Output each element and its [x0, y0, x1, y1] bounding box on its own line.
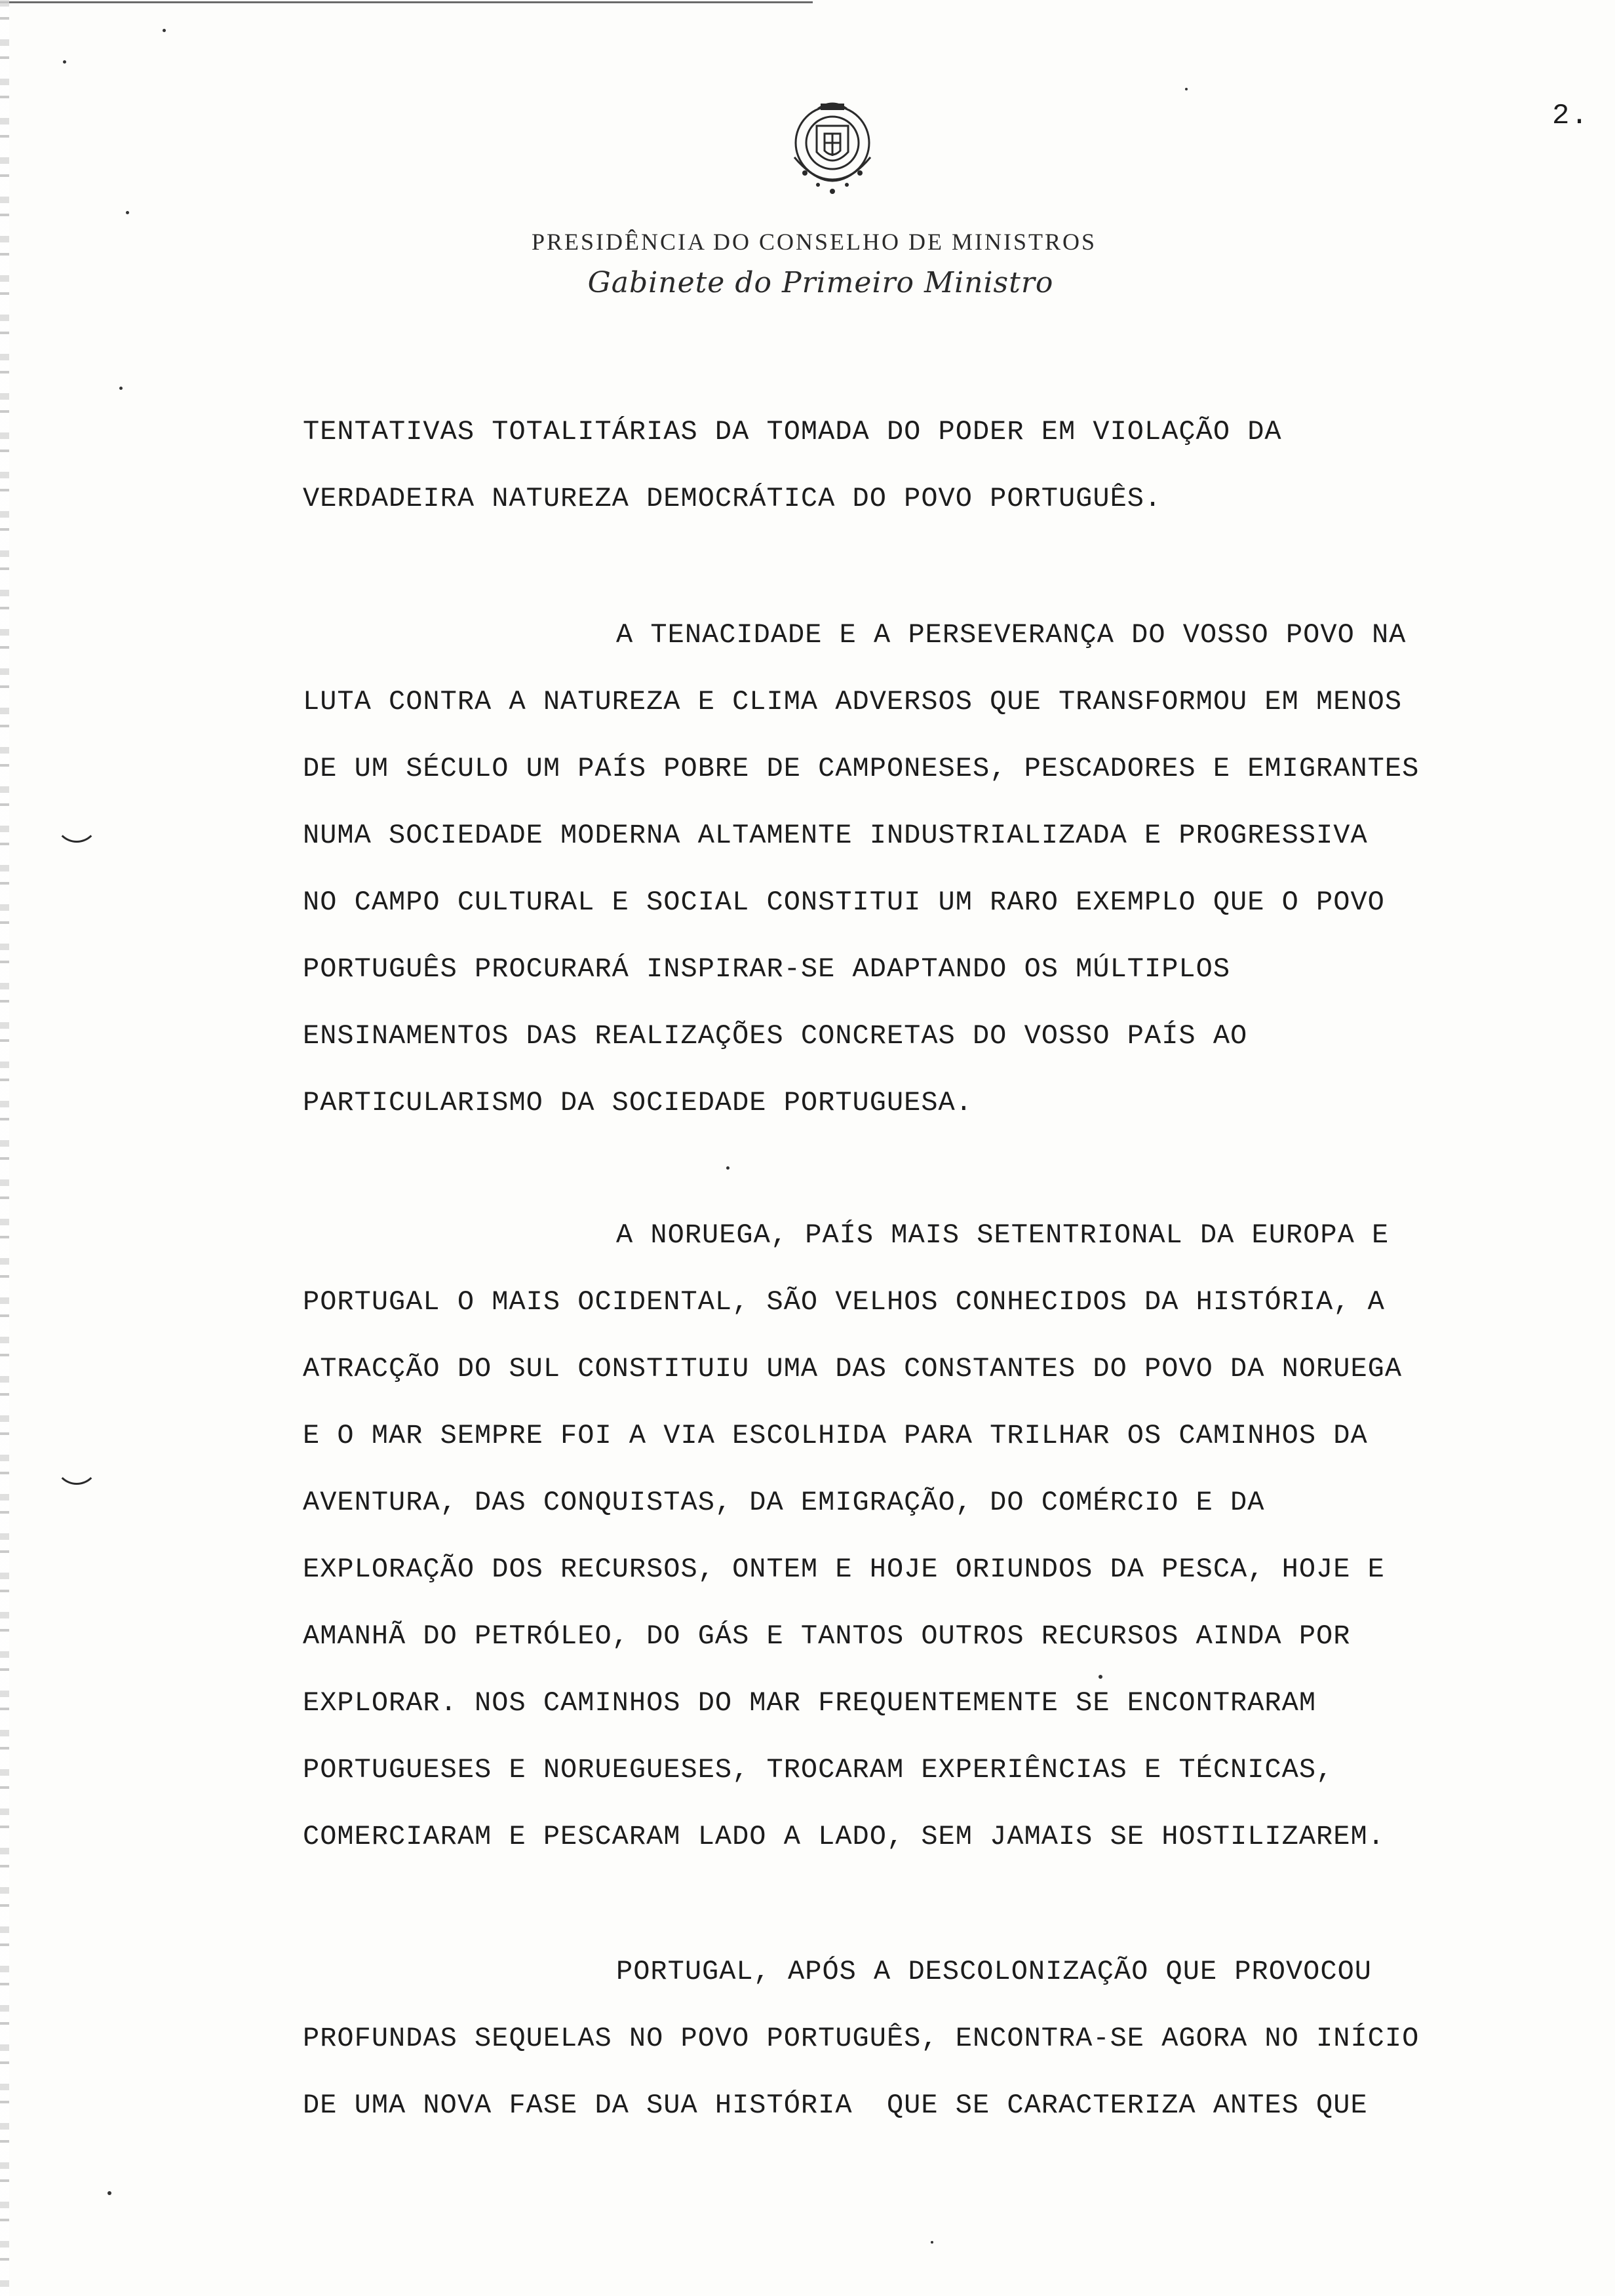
punch-hole-mark: [55, 799, 98, 843]
header-title: PRESIDÊNCIA DO CONSELHO DE MINISTROS: [531, 229, 1097, 255]
scan-speck: [931, 2241, 933, 2244]
text-line: PARTICULARISMO DA SOCIEDADE PORTUGUESA.: [303, 1087, 973, 1119]
text-line: A NORUEGA, PAÍS MAIS SETENTRIONAL DA EUROPA E: [616, 1219, 1390, 1251]
top-scan-rule: [0, 1, 813, 3]
text-line: PORTUGUESES E NORUEGUESES, TROCARAM EXPERIÊNCIAS E TÉCNICAS,: [303, 1754, 1334, 1786]
text-line: NUMA SOCIEDADE MODERNA ALTAMENTE INDUSTRIALIZADA E PROGRESSIVA: [303, 820, 1368, 851]
punch-hole-mark: [55, 1442, 98, 1485]
text-line: AMANHÃ DO PETRÓLEO, DO GÁS E TANTOS OUTROS RECURSOS AINDA POR: [303, 1620, 1351, 1652]
text-line: PORTUGAL, APÓS A DESCOLONIZAÇÃO QUE PROVOCOU: [616, 1956, 1372, 1987]
scan-speck: [726, 1166, 730, 1170]
scan-speck: [119, 387, 123, 390]
scan-speck: [1099, 1675, 1102, 1679]
text-line: PORTUGAL O MAIS OCIDENTAL, SÃO VELHOS CONHECIDOS DA HISTÓRIA, A: [303, 1286, 1385, 1318]
text-line: EXPLORAÇÃO DOS RECURSOS, ONTEM E HOJE ORIUNDOS DA PESCA, HOJE E: [303, 1554, 1385, 1585]
page-number: 2.: [1552, 100, 1589, 132]
text-line: DE UMA NOVA FASE DA SUA HISTÓRIA QUE SE CARACTERIZA ANTES QUE: [303, 2090, 1368, 2121]
scan-speck: [163, 29, 166, 32]
text-line: COMERCIARAM E PESCARAM LADO A LADO, SEM JAMAIS SE HOSTILIZAREM.: [303, 1821, 1385, 1852]
text-line: EXPLORAR. NOS CAMINHOS DO MAR FREQUENTEMENTE SE ENCONTRARAM: [303, 1687, 1317, 1719]
scan-speck: [1185, 88, 1188, 90]
text-line: A TENACIDADE E A PERSEVERANÇA DO VOSSO POVO NA: [616, 619, 1407, 651]
text-line: NO CAMPO CULTURAL E SOCIAL CONSTITUI UM RARO EXEMPLO QUE O POVO: [303, 887, 1385, 918]
text-line: TENTATIVAS TOTALITÁRIAS DA TOMADA DO PODER EM VIOLAÇÃO DA: [303, 416, 1282, 448]
text-line: AVENTURA, DAS CONQUISTAS, DA EMIGRAÇÃO, DO COMÉRCIO E DA: [303, 1487, 1265, 1518]
text-line: PORTUGUÊS PROCURARÁ INSPIRAR-SE ADAPTANDO OS MÚLTIPLOS: [303, 953, 1231, 985]
text-line: LUTA CONTRA A NATUREZA E CLIMA ADVERSOS QUE TRANSFORMOU EM MENOS: [303, 686, 1403, 718]
text-line: VERDADEIRA NATUREZA DEMOCRÁTICA DO POVO PORTUGUÊS.: [303, 483, 1162, 514]
header-subtitle: Gabinete do Primeiro Ministro: [587, 266, 1054, 299]
text-line: PROFUNDAS SEQUELAS NO POVO PORTUGUÊS, ENCONTRA-SE AGORA NO INÍCIO: [303, 2023, 1420, 2054]
scan-speck: [107, 2191, 111, 2195]
coat-of-arms-seal: [779, 92, 886, 208]
left-scan-edge: [0, 0, 9, 2296]
text-line: ATRACÇÃO DO SUL CONSTITUIU UMA DAS CONSTANTES DO POVO DA NORUEGA: [303, 1353, 1403, 1385]
scan-speck: [63, 60, 66, 64]
text-line: DE UM SÉCULO UM PAÍS POBRE DE CAMPONESES, PESCADORES E EMIGRANTES: [303, 753, 1420, 784]
text-line: E O MAR SEMPRE FOI A VIA ESCOLHIDA PARA TRILHAR OS CAMINHOS DA: [303, 1420, 1368, 1451]
scan-speck: [126, 211, 129, 214]
text-line: ENSINAMENTOS DAS REALIZAÇÕES CONCRETAS DO VOSSO PAÍS AO: [303, 1020, 1248, 1052]
